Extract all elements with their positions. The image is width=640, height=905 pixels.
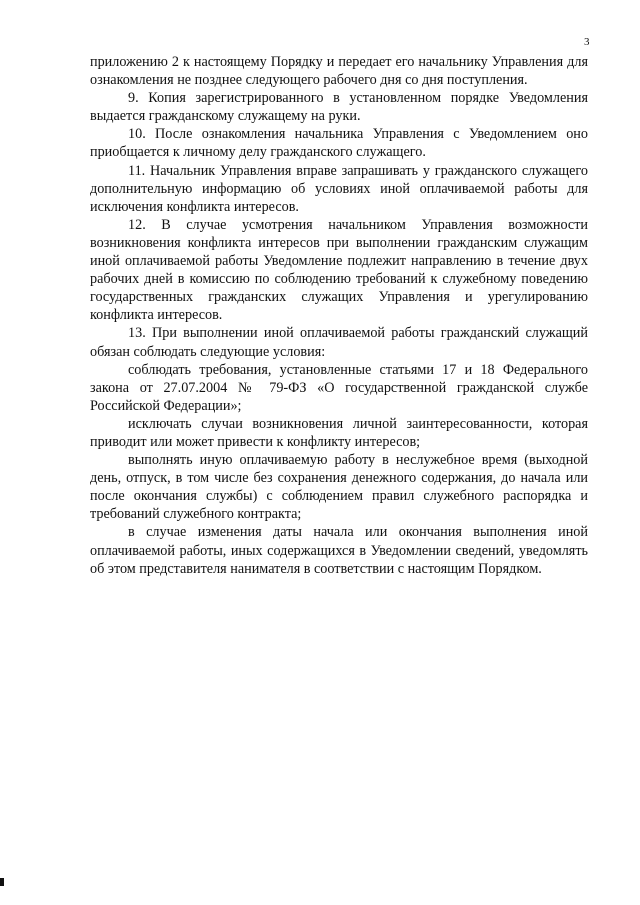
condition-item-requirements: соблюдать требования, установленные статьями 17 и 18 Федерального закона от 27.07.2004 № 79-ФЗ «О государственной гражданской службе Российской Федерации»; xyxy=(90,361,588,414)
paragraph-item-10: 10. После ознакомления начальника Управления с Уведомлением оно приобщается к личному делу гражданского служащего. xyxy=(90,126,588,161)
condition-item-notify-changes: в случае изменения даты начала или окончания выполнения иной оплачиваемой работы, иных содержащихся в Уведомлении сведений, уведомлять об этом представителя нанимателя в соответствии с настоящим Порядком. xyxy=(90,524,588,577)
paragraph-item-11: 11. Начальник Управления вправе запрашивать у гражданского служащего дополнительную информацию об условиях иной оплачиваемой работы для исключения конфликта интересов. xyxy=(90,162,588,215)
page-number: 3 xyxy=(584,36,590,48)
condition-item-conflict: исключать случаи возникновения личной заинтересованности, которая приводит или может привести к конфликту интересов; xyxy=(90,415,588,450)
paragraph-item-13: 13. При выполнении иной оплачиваемой работы гражданский служащий обязан соблюдать следующие условия: xyxy=(90,325,588,360)
condition-item-off-hours: выполнять иную оплачиваемую работу в неслужебное время (выходной день, отпуск, в том числе без сохранения денежного содержания, до начала или после окончания службы) с соблюдением правил служебного распорядка и требований служебного контракта; xyxy=(90,452,588,523)
paragraph-item-9: 9. Копия зарегистрированного в установленном порядке Уведомления выдается гражданскому служащему на руки. xyxy=(90,90,588,125)
paragraph-item-12: 12. В случае усмотрения начальником Управления возможности возникновения конфликта интересов при выполнении гражданским служащим иной оплачиваемой работы Уведомление подлежит направлению в течение двух рабочих дней в комиссию по соблюдению требований к служебному поведению государственных гражданских служащих Управления и урегулированию конфликта интересов. xyxy=(90,216,588,324)
scan-edge-mark xyxy=(0,878,4,886)
paragraph-continuation: приложению 2 к настоящему Порядку и передает его начальнику Управления для ознакомления не позднее следующего рабочего дня со дня поступления. xyxy=(90,54,588,89)
document-body xyxy=(90,53,588,578)
